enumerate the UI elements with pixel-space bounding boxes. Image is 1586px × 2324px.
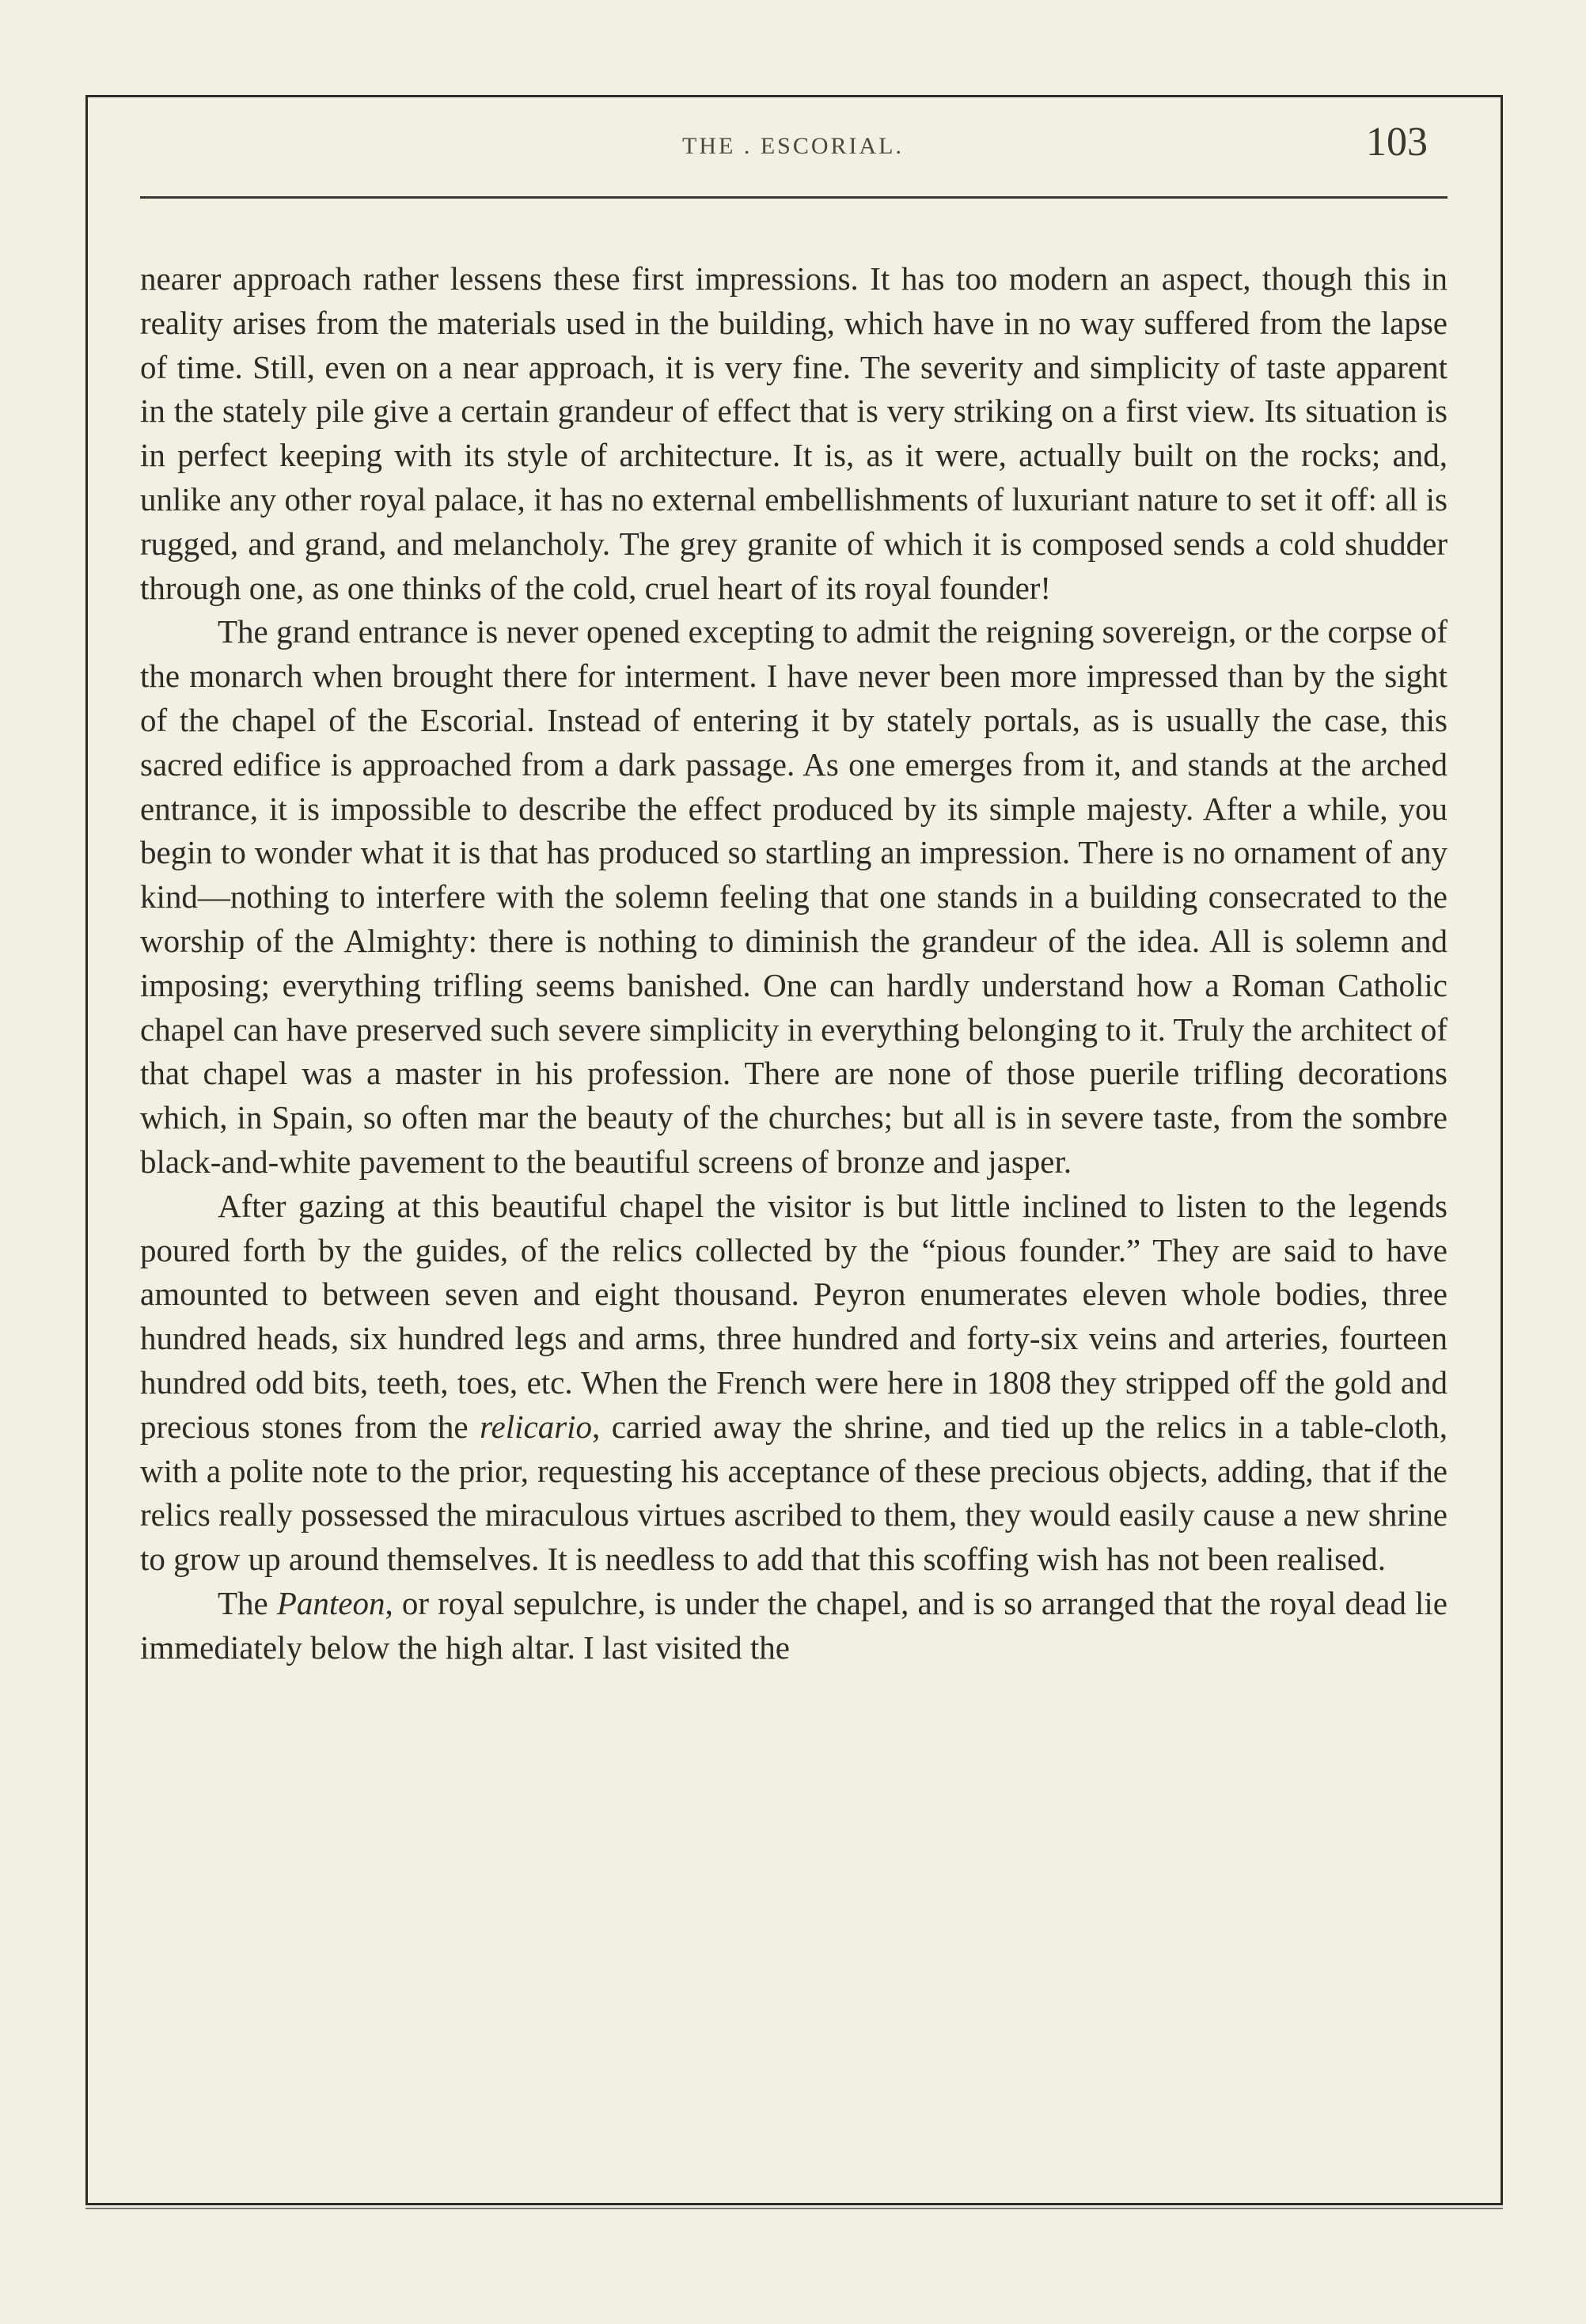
- paragraph: The grand entrance is never opened excepting to admit the reigning sovereign, or the corpse of the monarch when brought there for interment. I have never been more impressed than by the sight of the chapel of the Escorial. Instead of entering it by stately portals, as is usually the case, this sacred edifice is approached from a dark passage. As one emerges from it, and stands at the arched entrance, it is impossible to describe the effect produced by its simple majesty. After a while, you begin to wonder what it is that has produced so startling an impression. There is no ornament of any kind—nothing to interfere with the solemn feeling that one stands in a building consecrated to the worship of the Almighty: there is nothing to diminish the grandeur of the idea. All is solemn and imposing; everything trifling seems banished. One can hardly understand how a Roman Catholic chapel can have preserved such severe simplicity in everything belonging to it. Truly the architect of that chapel was a master in his profession. There are none of those puerile trifling decorations which, in Spain, so often mar the beauty of the churches; but all is in severe taste, from the sombre black-and-white pavement to the beautiful screens of bronze and jasper.: [140, 613, 1448, 1180]
- italic-term: Panteon: [276, 1584, 385, 1621]
- page-number: 103: [1366, 119, 1428, 165]
- bottom-rule: [85, 2208, 1503, 2209]
- body-text: [140, 257, 1448, 1670]
- paragraph-text: The: [218, 1584, 277, 1621]
- paragraph: [140, 1582, 1448, 1670]
- paragraph-text: , carried away the shrine, and tied up the relics in a table-cloth, with a polite note to the prior, requesting his acceptance of these precious objects, adding, that if the relics really possessed the miraculous virtues ascribed to them, they would easily cause a new shrine to grow up around themselves. It is needless to add that this scoffing wish has not been realised.: [140, 1408, 1448, 1578]
- paragraph-text: After gazing at this beautiful chapel the visitor is but little inclined to listen to the legends poured forth by the guides, of the relics collected by the “pious founder.” They are said to have amounted to between seven and eight thousand. Peyron enumerates eleven whole bodies, three hundred heads, six hundred legs and arms, three hundred and forty-six veins and arteries, fourteen hundred odd bits, teeth, toes, etc. When the French were here in 1808 they stripped off the gold and precious stones from the: [140, 1187, 1448, 1445]
- paragraph-text: , or royal sepulchre, is under the chapel, and is so arranged that the royal dead lie immediately below the high altar. I last visited the: [140, 1584, 1448, 1666]
- italic-term: relicario: [480, 1408, 593, 1445]
- running-head: THE . ESCORIAL.: [682, 133, 904, 159]
- paragraph: nearer approach rather lessens these first impressions. It has too modern an aspect, though this in reality arises from the materials used in the building, which have in no way suffered from the lapse of time. Still, even on a near approach, it is very fine. The severity and simplicity of taste apparent in the stately pile give a certain grandeur of effect that is very striking on a first view. Its situation is in perfect keeping with its style of architecture. It is, as it were, actually built on the rocks; and, unlike any other royal palace, it has no external embellishments of luxuriant nature to set it off: all is rugged, and grand, and melancholy. The grey granite of which it is composed sends a cold shudder through one, as one thinks of the cold, cruel heart of its royal founder!: [140, 260, 1448, 606]
- header-rule: [140, 196, 1448, 199]
- paragraph: [140, 1185, 1448, 1582]
